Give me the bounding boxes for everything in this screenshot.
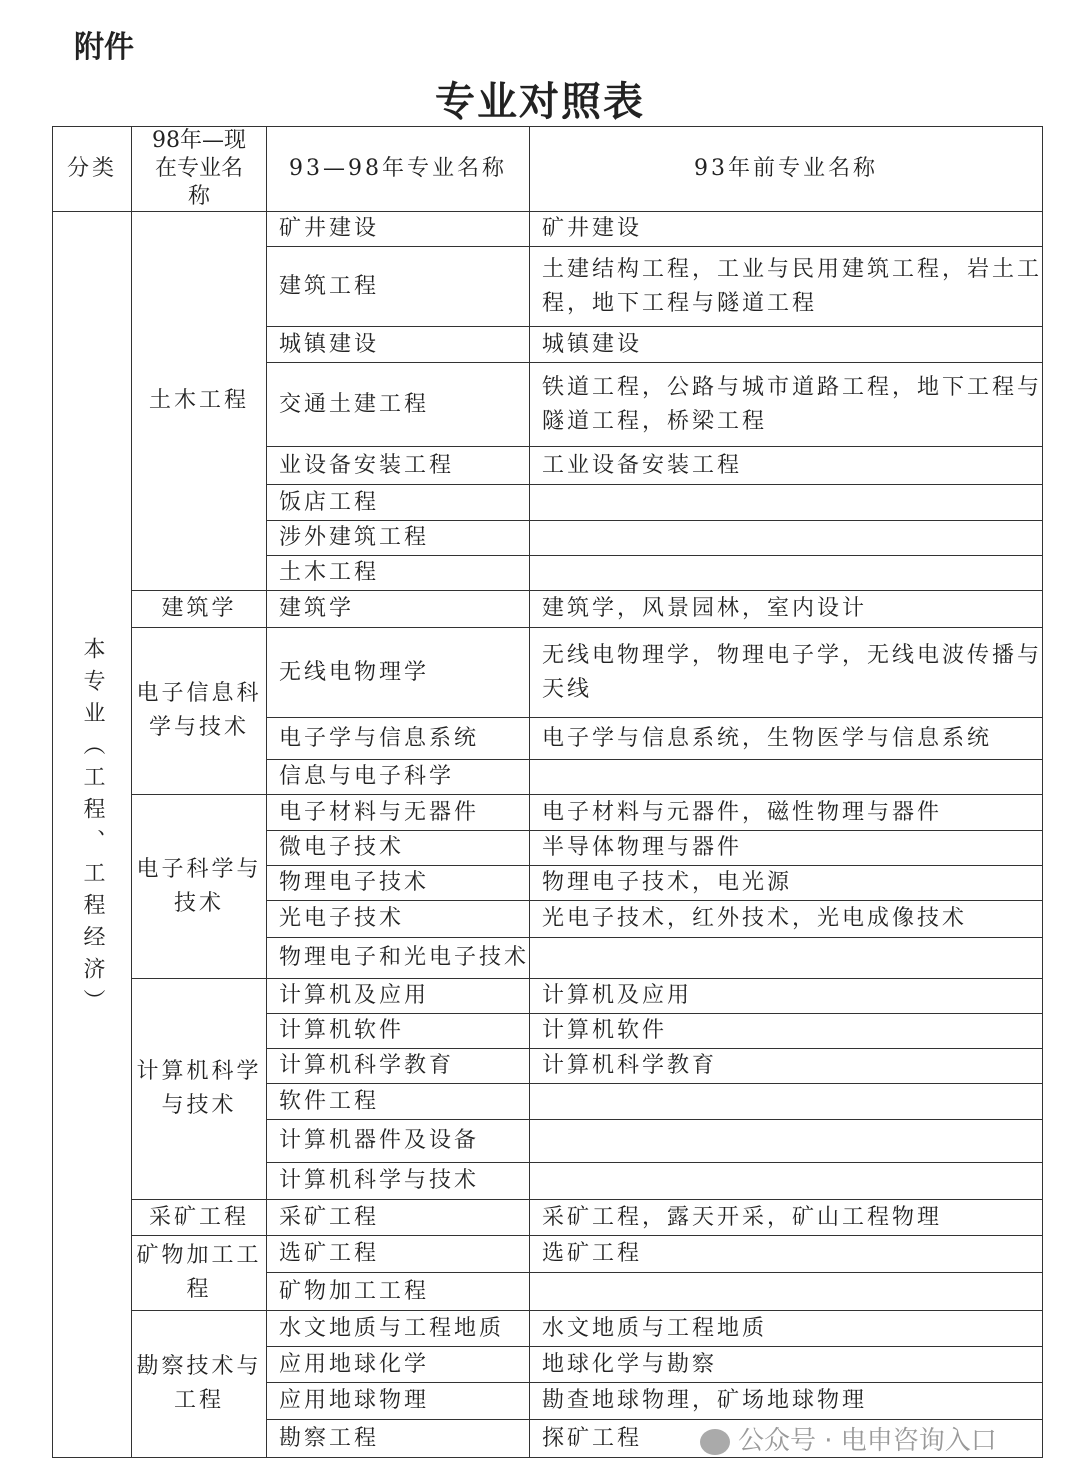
major-93-98-cell: 信息与电子科学 bbox=[267, 760, 530, 795]
major-pre-93-cell: 土建结构工程，工业与民用建筑工程，岩土工程，地下工程与隧道工程 bbox=[530, 247, 1043, 327]
header-current-name: 98年—现在专业名称 bbox=[132, 127, 267, 212]
current-major-cell: 建筑学 bbox=[132, 591, 267, 628]
major-93-98-cell: 城镇建设 bbox=[267, 327, 530, 363]
table-row bbox=[53, 1200, 1043, 1236]
major-pre-93-cell bbox=[530, 938, 1043, 979]
major-93-98-cell: 物理电子和光电子技术 bbox=[267, 938, 530, 979]
major-pre-93-cell: 矿井建设 bbox=[530, 212, 1043, 247]
major-93-98-cell: 微电子技术 bbox=[267, 831, 530, 866]
watermark bbox=[700, 1420, 997, 1457]
current-major-cell: 矿物加工工程 bbox=[132, 1236, 267, 1311]
major-pre-93-cell: 工业设备安装工程 bbox=[530, 447, 1043, 485]
major-pre-93-cell: 铁道工程，公路与城市道路工程，地下工程与隧道工程，桥梁工程 bbox=[530, 363, 1043, 447]
major-93-98-cell: 计算机及应用 bbox=[267, 979, 530, 1014]
table-row bbox=[53, 979, 1043, 1014]
table-row bbox=[53, 212, 1043, 247]
major-93-98-cell: 电子材料与无器件 bbox=[267, 795, 530, 831]
table-row bbox=[53, 795, 1043, 831]
major-pre-93-cell bbox=[530, 521, 1043, 556]
header-93-98-name: 93—98年专业名称 bbox=[267, 127, 530, 212]
category-cell bbox=[53, 212, 132, 1458]
major-93-98-cell: 计算机软件 bbox=[267, 1014, 530, 1049]
major-93-98-cell: 交通土建工程 bbox=[267, 363, 530, 447]
header-pre-93-name: 93年前专业名称 bbox=[530, 127, 1043, 212]
major-pre-93-cell: 电子学与信息系统，生物医学与信息系统 bbox=[530, 718, 1043, 760]
current-major-cell: 土木工程 bbox=[132, 212, 267, 591]
watermark-text: 公众号 · 电申咨询入口 bbox=[738, 1426, 997, 1456]
major-pre-93-cell bbox=[530, 1273, 1043, 1311]
major-93-98-cell: 计算机器件及设备 bbox=[267, 1120, 530, 1163]
major-93-98-cell: 业设备安装工程 bbox=[267, 447, 530, 485]
page-title: 专业对照表 bbox=[435, 79, 645, 125]
category-text: 本专业（工程、工程经济） bbox=[80, 637, 105, 1021]
major-comparison-table bbox=[52, 126, 1043, 1458]
major-pre-93-cell: 半导体物理与器件 bbox=[530, 831, 1043, 866]
major-93-98-cell: 应用地球化学 bbox=[267, 1347, 530, 1383]
major-93-98-cell: 建筑学 bbox=[267, 591, 530, 628]
major-93-98-cell: 应用地球物理 bbox=[267, 1383, 530, 1420]
major-pre-93-cell bbox=[530, 760, 1043, 795]
major-pre-93-cell bbox=[530, 1163, 1043, 1200]
major-pre-93-cell: 电子材料与元器件，磁性物理与器件 bbox=[530, 795, 1043, 831]
major-pre-93-cell: 城镇建设 bbox=[530, 327, 1043, 363]
major-93-98-cell: 无线电物理学 bbox=[267, 628, 530, 718]
major-pre-93-cell bbox=[530, 1084, 1043, 1120]
major-pre-93-cell: 探矿工程 bbox=[530, 1420, 1043, 1458]
major-93-98-cell: 计算机科学与技术 bbox=[267, 1163, 530, 1200]
major-pre-93-cell: 采矿工程，露天开采，矿山工程物理 bbox=[530, 1200, 1043, 1236]
major-pre-93-cell: 计算机及应用 bbox=[530, 979, 1043, 1014]
major-pre-93-cell: 选矿工程 bbox=[530, 1236, 1043, 1273]
wechat-icon bbox=[700, 1429, 730, 1455]
major-pre-93-cell: 水文地质与工程地质 bbox=[530, 1311, 1043, 1347]
major-pre-93-cell: 建筑学，风景园林，室内设计 bbox=[530, 591, 1043, 628]
current-major-cell: 电子科学与技术 bbox=[132, 795, 267, 979]
major-pre-93-cell: 计算机软件 bbox=[530, 1014, 1043, 1049]
major-93-98-cell: 建筑工程 bbox=[267, 247, 530, 327]
major-pre-93-cell bbox=[530, 485, 1043, 521]
major-pre-93-cell: 地球化学与勘察 bbox=[530, 1347, 1043, 1383]
major-pre-93-cell: 勘查地球物理，矿场地球物理 bbox=[530, 1383, 1043, 1420]
current-major-cell: 计算机科学与技术 bbox=[132, 979, 267, 1200]
current-major-cell: 勘察技术与工程 bbox=[132, 1311, 267, 1458]
major-93-98-cell: 计算机科学教育 bbox=[267, 1049, 530, 1084]
table-row bbox=[53, 591, 1043, 628]
major-93-98-cell: 涉外建筑工程 bbox=[267, 521, 530, 556]
table-header-row bbox=[53, 127, 1043, 212]
major-93-98-cell: 饭店工程 bbox=[267, 485, 530, 521]
header-category: 分类 bbox=[53, 127, 132, 212]
major-pre-93-cell: 无线电物理学，物理电子学，无线电波传播与天线 bbox=[530, 628, 1043, 718]
major-93-98-cell: 选矿工程 bbox=[267, 1236, 530, 1273]
table-row bbox=[53, 628, 1043, 718]
major-pre-93-cell: 光电子技术，红外技术，光电成像技术 bbox=[530, 901, 1043, 938]
current-major-cell: 采矿工程 bbox=[132, 1200, 267, 1236]
major-93-98-cell: 水文地质与工程地质 bbox=[267, 1311, 530, 1347]
major-pre-93-cell bbox=[530, 1120, 1043, 1163]
major-pre-93-cell: 计算机科学教育 bbox=[530, 1049, 1043, 1084]
table-row bbox=[53, 1236, 1043, 1273]
major-pre-93-cell: 物理电子技术，电光源 bbox=[530, 866, 1043, 901]
major-93-98-cell: 矿物加工工程 bbox=[267, 1273, 530, 1311]
attachment-label: 附件 bbox=[74, 30, 134, 65]
current-major-cell: 电子信息科学与技术 bbox=[132, 628, 267, 795]
major-93-98-cell: 土木工程 bbox=[267, 556, 530, 591]
table-row bbox=[53, 1311, 1043, 1347]
major-pre-93-cell bbox=[530, 556, 1043, 591]
major-93-98-cell: 光电子技术 bbox=[267, 901, 530, 938]
major-93-98-cell: 物理电子技术 bbox=[267, 866, 530, 901]
major-93-98-cell: 勘察工程 bbox=[267, 1420, 530, 1458]
major-93-98-cell: 采矿工程 bbox=[267, 1200, 530, 1236]
major-93-98-cell: 电子学与信息系统 bbox=[267, 718, 530, 760]
major-93-98-cell: 软件工程 bbox=[267, 1084, 530, 1120]
major-93-98-cell: 矿井建设 bbox=[267, 212, 530, 247]
